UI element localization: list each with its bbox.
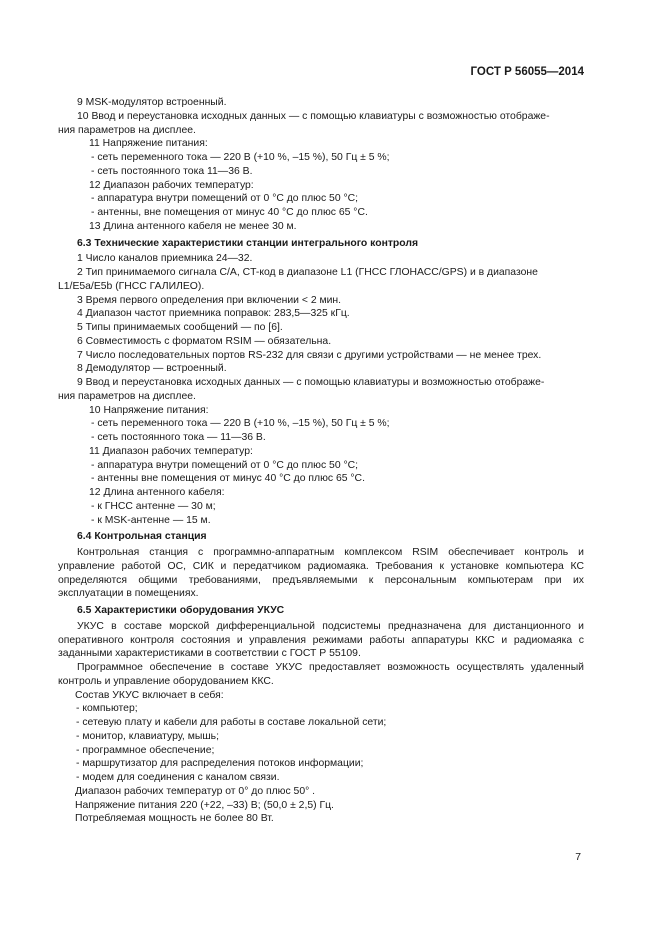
section-6-3-line-7: 6 Совместимость с форматом RSIM — обязательна. (77, 335, 332, 347)
page-number: 7 (575, 852, 581, 863)
section-6-3-line-15: 11 Диапазон рабочих температур: (89, 445, 253, 457)
spec-line-2: 10 Ввод и переустановка исходных данных — с помощью клавиатуры с возможностью отображе- (77, 110, 550, 122)
section-6-3-line-6: 5 Типы принимаемых сообщений — по [6]. (77, 322, 283, 333)
section-6-3-list (58, 252, 584, 527)
section-6-3-line-4: 3 Время первого определения при включении < 2 мин. (77, 294, 342, 306)
ukus-component-item-1: - компьютер; (76, 703, 138, 715)
section-6-3-line-5: 4 Диапазон частот приемника поправок: 283,5—325 кГц. (77, 308, 350, 320)
document-body (58, 96, 584, 826)
section-6-4-paragraph: Контрольная станция с программно-аппаратным комплексом RSIM обеспечивает контроль и управление работой ОС, СИК и передатчиком радиомаяка. Требования к установке компьютера КС определяются общими требованиями, предъявляемыми к персональным компьютерам при их эксплуатации в помещениях. (58, 547, 584, 600)
ukus-component-item-5: - маршрутизатор для распределения потоков информации; (76, 758, 364, 770)
section-6-3-line-11: ния параметров на дисплее. (58, 390, 196, 402)
ukus-component-item-3: - монитор, клавиатуру, мышь; (76, 730, 219, 742)
document-header: ГОСТ Р 56055—2014 (470, 66, 584, 78)
section-6-4-heading: 6.4 Контрольная станция (77, 531, 207, 543)
section-6-3-line-12: 10 Напряжение питания: (89, 404, 209, 416)
section-6-3-line-10: 9 Ввод и переустановка исходных данных — с помощью клавиатуры и возможностью отображе- (77, 377, 545, 388)
section-6-3-line-16: - аппаратура внутри помещений от 0 °С до плюс 50 °С; (91, 459, 359, 471)
section-6-5-paragraph-2: Программное обеспечение в составе УКУС предоставляет возможность осуществлять удаленный контроль и управление оборудованием ККС. (58, 662, 584, 687)
spec-line-6: - сеть постоянного тока 11—36 В. (91, 165, 253, 177)
section-6-5-items (58, 702, 584, 785)
section-6-3-line-14: - сеть постоянного тока — 11—36 В. (91, 432, 266, 443)
section-6-3-line-8: 7 Число последовательных портов RS-232 для связи с другими устройствами — не менее трех. (77, 349, 542, 361)
spec-line-3: ния параметров на дисплее. (58, 124, 196, 136)
ukus-component-item-6: - модем для соединения с каналом связи. (76, 772, 280, 783)
section-6-5-specs (58, 785, 584, 826)
section-6-3-line-2: 2 Тип принимаемого сигнала C/A, CT-код в диапазоне L1 (ГНСС ГЛОНАСС/GPS) и в диапазоне (77, 267, 538, 278)
section-6-5-lead: Состав УКУС включает в себя: (75, 689, 224, 701)
spec-line-8: - аппаратура внутри помещений от 0 °С до плюс 50 °С; (91, 193, 359, 205)
section-6-3-line-18: 12 Длина антенного кабеля: (89, 487, 225, 498)
section-6-5-heading: 6.5 Характеристики оборудования УКУС (77, 605, 285, 616)
section-6-3-line-3: L1/E5a/E5b (ГНСС ГАЛИЛЕО). (58, 280, 205, 292)
section-6-5-paragraph-1: УКУС в составе морской дифференциальной подсистемы предназначена для дистанционного и оперативного контроля состояния и управления режимами работы аппаратуры ККС и радиомаяка с заданными характеристиками в соответствии с ГОСТ Р 55109. (58, 620, 584, 660)
ukus-component-item-4: - программное обеспечение; (76, 744, 215, 756)
ukus-spec-line-1: Диапазон рабочих температур от 0° до плюс 50° . (75, 785, 316, 797)
section-6-3-heading: 6.3 Технические характеристики станции интегрального контроля (77, 237, 419, 249)
section-6-3-line-13: - сеть переменного тока — 220 В (+10 %, –15 %), 50 Гц ± 5 %; (91, 418, 390, 430)
spec-line-1: 9 MSK-модулятор встроенный. (77, 97, 227, 108)
spec-line-10: 13 Длина антенного кабеля не менее 30 м. (89, 220, 297, 232)
ukus-spec-line-3: Потребляемая мощность не более 80 Вт. (75, 813, 274, 825)
block-msk-specs (58, 96, 584, 234)
section-6-3-line-17: - антенны вне помещения от минус 40 °С до плюс 65 °С. (91, 473, 365, 485)
spec-line-5: - сеть переменного тока — 220 В (+10 %, –15 %), 50 Гц ± 5 %; (91, 152, 390, 163)
ukus-spec-line-2: Напряжение питания 220 (+22, –33) В; (50,0 ± 2,5) Гц. (75, 799, 334, 811)
section-6-3-line-20: - к MSK-антенне — 15 м. (91, 514, 211, 526)
section-6-3-line-9: 8 Демодулятор — встроенный. (77, 363, 227, 375)
section-6-3-line-19: - к ГНСС антенне — 30 м; (91, 500, 216, 512)
spec-line-7: 12 Диапазон рабочих температур: (89, 179, 254, 191)
ukus-component-item-2: - сетевую плату и кабели для работы в составе локальной сети; (76, 717, 387, 728)
section-6-3-line-1: 1 Число каналов приемника 24—32. (77, 253, 253, 265)
spec-line-4: 11 Напряжение питания: (89, 138, 208, 150)
spec-line-9: - антенны, вне помещения от минус 40 °С до плюс 65 °С. (91, 207, 368, 218)
